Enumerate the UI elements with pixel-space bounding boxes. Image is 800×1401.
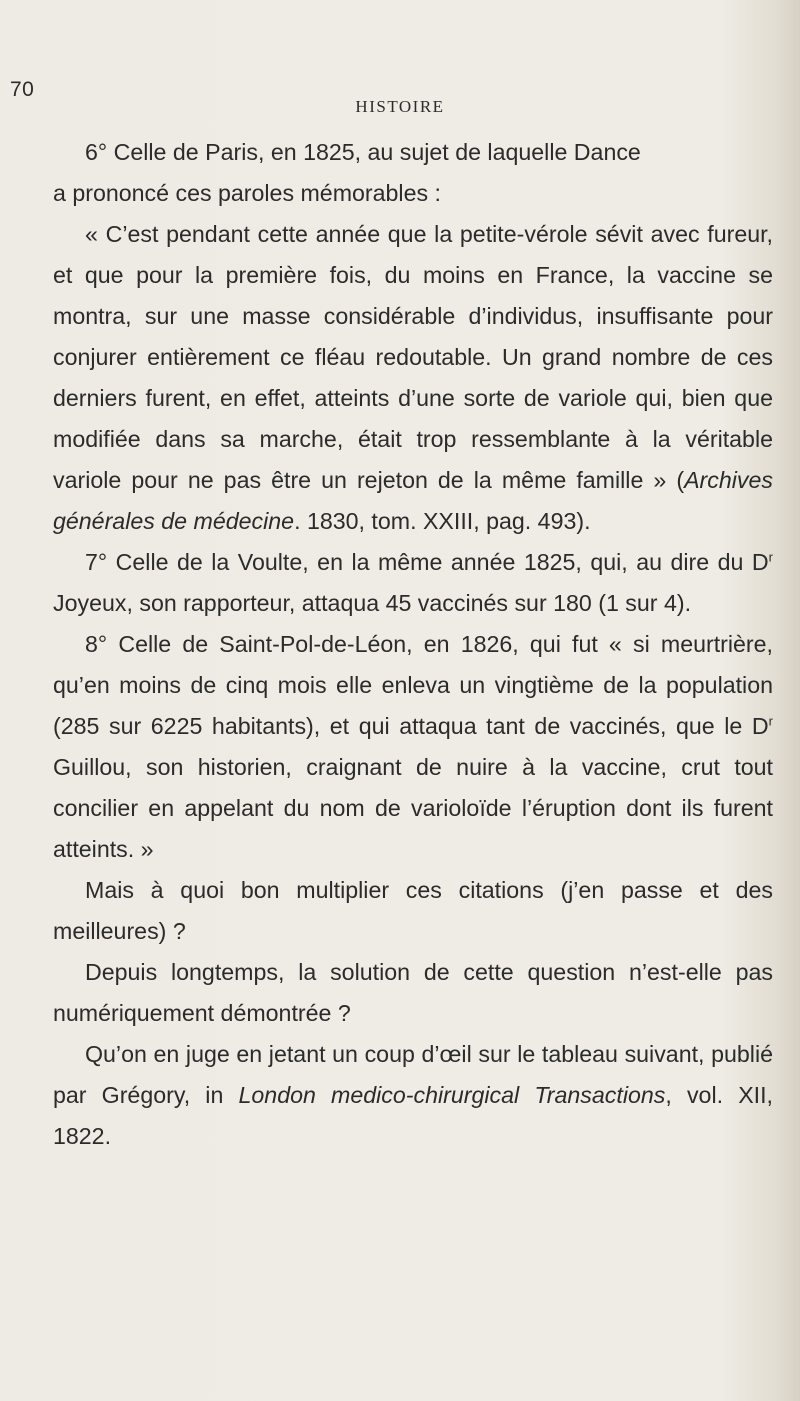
quote-dance (53, 214, 773, 542)
paragraph-7-text-b: Joyeux, son rapporteur, attaqua 45 vaccinés sur 180 (1 sur 4). (53, 590, 692, 616)
paragraph-8-text-a: 8° Celle de Saint-Pol-de-Léon, en 1826, qui fut « si meurtrière, qu’en moins de cinq mois elle enleva un vingtième de la population (285 sur 6225 habitants), et qui attaqua tant de vaccinés, que le D (53, 631, 773, 739)
paragraph-gregory-ref: , vol. XII, 1822. (53, 1082, 773, 1149)
quote-dance-source-ref: . 1830, tom. XXIII, pag. 493). (294, 508, 591, 534)
body-text (53, 132, 773, 1157)
running-head: HISTOIRE (355, 97, 445, 116)
paragraph-7-text-a: 7° Celle de la Voulte, en la même année 1825, qui, au dire du D (85, 549, 769, 575)
paragraph-gregory-journal: London medico-chirurgical Transactions (238, 1082, 666, 1108)
paragraph-8-superscript: r (768, 713, 773, 729)
page-number: 70 (10, 78, 35, 101)
quote-dance-source-title: Archives générales de médecine (53, 467, 773, 534)
paragraph-8-saint-pol (53, 624, 773, 870)
paragraph-question: Depuis longtemps, la solution de cette question n’est-elle pas numériquement démontrée ? (53, 959, 773, 1026)
paragraph-6-line-2: a prononcé ces paroles mémorables : (53, 180, 441, 206)
paragraph-citations: Mais à quoi bon multiplier ces citations (j’en passe et des meilleures) ? (53, 877, 773, 944)
paragraph-gregory (53, 1034, 773, 1157)
paragraph-6-paris (53, 132, 773, 214)
paragraph-7-superscript: r (768, 549, 773, 565)
paragraph-8-text-b: Guillou, son historien, craignant de nuire à la vaccine, crut tout concilier en appelant du nom de varioloïde l’éruption dont ils furent atteints. » (53, 754, 773, 862)
paragraph-7-voulte (53, 542, 773, 624)
quote-dance-text: « C’est pendant cette année que la petite-vérole sévit avec fureur, et que pour la première fois, du moins en France, la vaccine se montra, sur une masse considérable d’individus, insuffisante pour conjurer entièrement ce fléau redoutable. Un grand nombre de ces derniers furent, en effet, atteints d’une sorte de variole qui, bien que modifiée dans sa marche, était trop ressemblante à la véritable variole pour ne pas être un rejeton de la même famille » ( (53, 221, 773, 493)
paragraph-6-line-1: 6° Celle de Paris, en 1825, au sujet de laquelle Dance (85, 139, 641, 165)
paragraph-gregory-text: Qu’on en juge en jetant un coup d’œil sur le tableau suivant, publié par Grégory, in (53, 1041, 773, 1108)
